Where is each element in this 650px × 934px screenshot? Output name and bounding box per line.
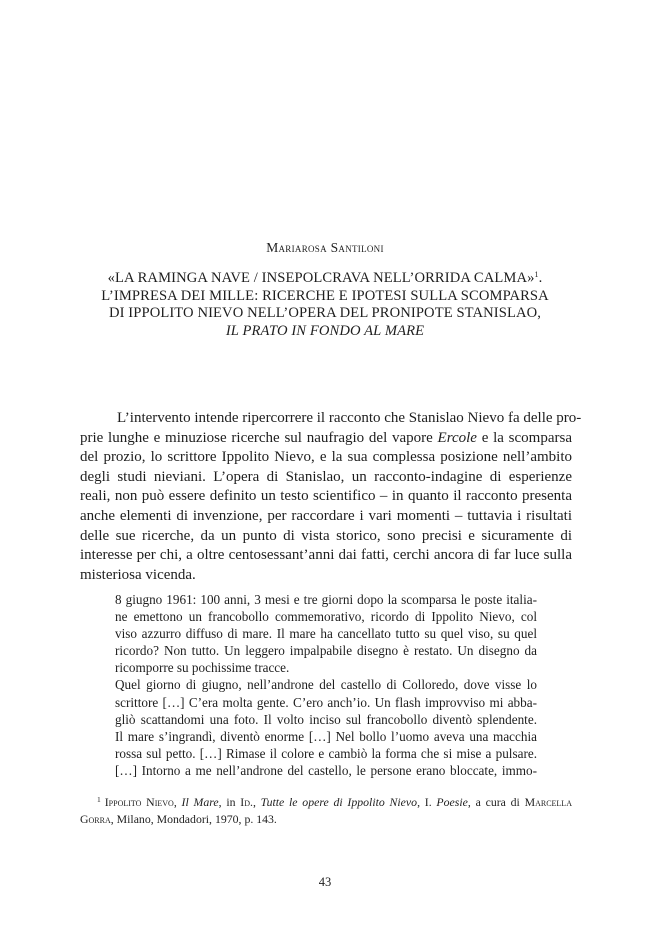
quote-line: […] Intorno a me nell’androne del castello, le persone erano bloccate, immo- [115, 762, 537, 778]
quote-line: viso azzurro diffuso di mare. Il mare ha cancellato tutto su quel viso, su quel [115, 626, 537, 642]
title-line-3: DI IPPOLITO NIEVO NELL’OPERA DEL PRONIPOTE STANISLAO, [108, 305, 542, 321]
quote-line: 8 giugno 1961: 100 anni, 3 mesi e tre giorni dopo la scomparsa le poste italia- [115, 592, 537, 607]
footnote-text: , [252, 795, 261, 809]
footnote-author: Ippolito Nievo [104, 795, 174, 809]
title-line-2: L’IMPRESA DEI MILLE: RICERCHE E IPOTESI SULLA SCOMPARSA [101, 287, 549, 304]
abstract-text: prie lunghe e minuziose ricerche sul naufragio del vapore [80, 429, 438, 446]
title-line-4: IL PRATO IN FONDO AL MARE [225, 322, 425, 339]
abstract-line: misteriosa vicenda. [80, 566, 196, 583]
footnote-text: , a cura di [467, 795, 525, 809]
abstract-line: delle sue ricerche, da un punto di vista storico, sono precisi e sicuramente di [80, 527, 572, 544]
abstract-line [80, 429, 572, 449]
quote-line: ricordo? Non tutto. Un leggero impalpabile disegno è restato. Un disegno da [115, 643, 537, 659]
quote-line: ricomporre su pochissime tracce. [115, 660, 290, 676]
abstract-text: e la scomparsa [476, 429, 572, 446]
title-line-1 [90, 270, 560, 288]
footnote-work-title: Il Mare [181, 795, 219, 809]
footnote-editor-last: Gorra [80, 812, 111, 826]
quote-line: rossa sul petto. […] Rimase il colore e cambiò la forma che si mise a pulsare. [115, 745, 537, 761]
article-title [90, 270, 560, 340]
footnote-text: , I. [417, 795, 437, 809]
abstract-line: anche elementi di invenzione, per raccordare i vari momenti – tuttavia i risultati [80, 507, 572, 524]
footnote-text: , in [218, 795, 241, 809]
page-number: 43 [318, 875, 332, 889]
quote-line: Il mare s’ingrandì, diventò enorme […] Nel bollo l’uomo aveva una macchia [115, 728, 537, 744]
abstract-line: L’intervento intende ripercorrere il racconto che Stanislao Nievo fa delle pro- [117, 410, 582, 426]
quote-line: gliò scattandomi una foto. Il volto inciso sul francobollo diventò splendente. [115, 711, 537, 727]
footnote-line [80, 794, 572, 811]
title-line-1-text: «LA RAMINGA NAVE / INSEPOLCRAVA NELL’ORRIDA CALMA» [107, 270, 535, 286]
footnote-volume-title: Poesie [436, 795, 468, 809]
abstract-line: interesse per chi, a oltre centosessant’anni dai fatti, cerchi ancora di far luce sulla [80, 547, 572, 564]
abstract-line: degli studi nieviani. L’opera di Stanislao, un racconto-indagine di esperienze [80, 468, 572, 485]
title-line-1-tail: . [538, 270, 543, 286]
abstract-paragraph [80, 409, 582, 585]
abstract-line: del prozio, lo scrittore Ippolito Nievo, e la sua complessa posizione nell’ambito [80, 449, 572, 466]
footnote-reference: 1 [534, 270, 539, 279]
footnote-line [80, 811, 572, 828]
quote-line: ne emettono un francobollo commemorativo, ricordo di Ippolito Nievo, col [115, 609, 537, 625]
footnote-number: 1 [97, 795, 101, 804]
block-quote [115, 591, 537, 779]
footnote-publication: , Milano, Mondadori, 1970, p. 143. [110, 812, 277, 826]
abstract-line: reali, non può essere definito un testo scientifico – in quanto il racconto presenta [80, 488, 572, 505]
author-name: Mariarosa Santiloni [266, 240, 384, 255]
footnote [80, 794, 572, 828]
footnote-collection-title: Tutte le opere di Ippolito Nievo [260, 795, 418, 809]
quote-line: Quel giorno di giugno, nell’androne del castello di Colloredo, dove visse lo [115, 677, 537, 693]
ship-name: Ercole [437, 429, 477, 446]
quote-line: scrittore […] C’era molta gente. C’ero anch’io. Un flash improvviso mi abba- [115, 694, 537, 710]
footnote-ibid: Id. [240, 795, 253, 809]
footnote-text: , [173, 795, 182, 809]
footnote-editor-first: Marcella [524, 795, 572, 809]
